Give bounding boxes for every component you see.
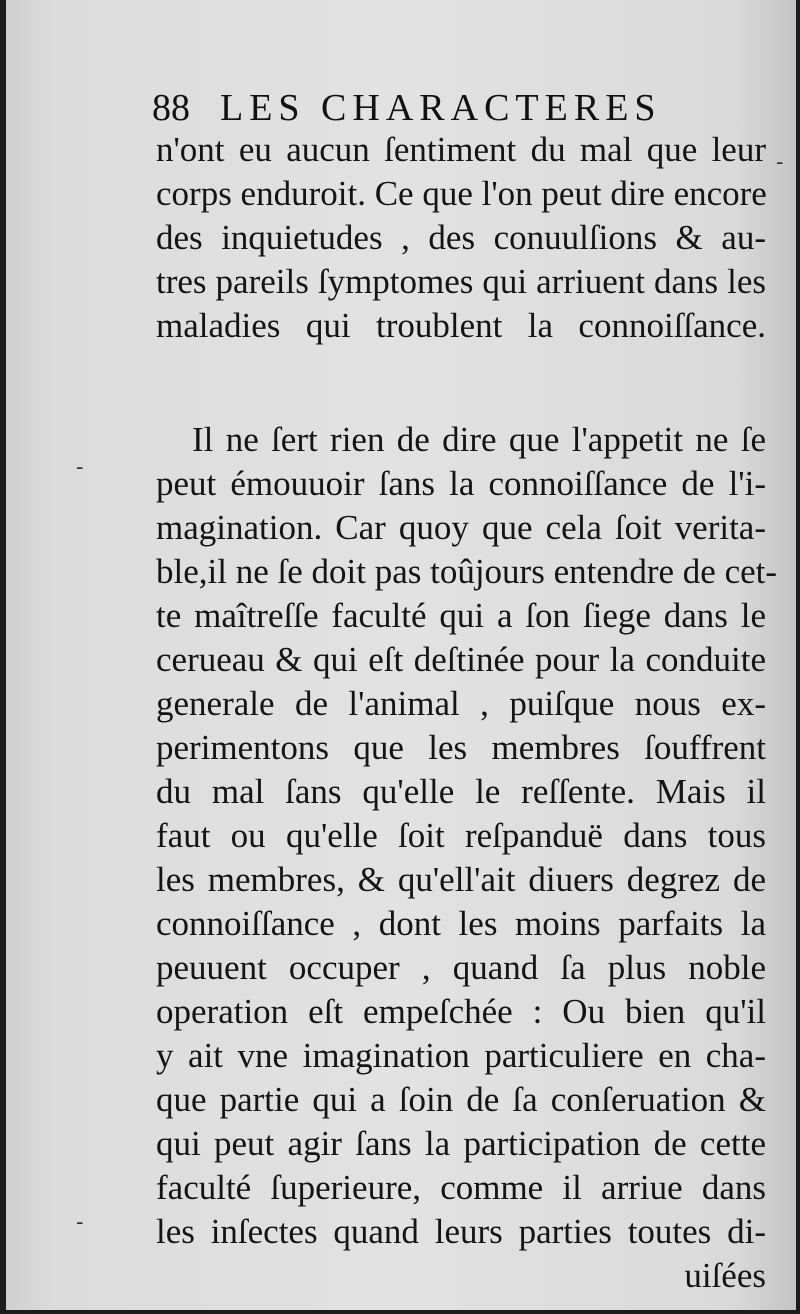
text-line: des inquietudes , des conuulſions & au- bbox=[156, 218, 766, 257]
margin-dash: - bbox=[76, 455, 84, 480]
text-line: faculté ſuperieure, comme il arriue dans bbox=[156, 1168, 766, 1207]
running-title: LES CHARACTERES bbox=[220, 87, 662, 129]
text-line: ble,il ne ſe doit pas toûjours entendre de cet- bbox=[156, 552, 778, 591]
text-line: corps enduroit. Ce que l'on peut dire encore bbox=[156, 174, 767, 213]
text-line: tres pareils ſymptomes qui arriuent dans les bbox=[156, 262, 766, 301]
margin-dash: - bbox=[76, 1210, 84, 1235]
text-line: faut ou qu'elle ſoit reſpanduë dans tous bbox=[156, 816, 766, 855]
text-line: y ait vne imagination particuliere en cha- bbox=[156, 1036, 766, 1075]
text-line: peuuent occuper , quand ſa plus noble bbox=[156, 948, 766, 987]
text-line: les inſectes quand leurs parties toutes di- bbox=[156, 1212, 766, 1251]
text-line: maladies qui troublent la connoiſſance. bbox=[156, 306, 766, 345]
page-number: 88 bbox=[152, 87, 190, 129]
text-line: n'ont eu aucun ſentiment du mal que leur bbox=[156, 130, 766, 169]
text-line: magination. Car quoy que cela ſoit verita- bbox=[156, 508, 766, 547]
text-line: connoiſſance , dont les moins parfaits la bbox=[156, 904, 766, 943]
text-line: generale de l'animal , puiſque nous ex- bbox=[156, 684, 766, 723]
text-line: du mal ſans qu'elle le reſſente. Mais il bbox=[156, 772, 766, 811]
text-line: les membres, & qu'ell'ait diuers degrez de bbox=[156, 860, 766, 899]
margin-dash: - bbox=[776, 150, 784, 175]
text-line: peut émouuoir ſans la connoiſſance de l'i- bbox=[156, 464, 766, 503]
body-text bbox=[156, 128, 778, 1298]
text-line: te maîtreſſe faculté qui a ſon ſiege dans le bbox=[156, 596, 766, 635]
text-line: que partie qui a ſoin de ſa conſeruation & bbox=[156, 1080, 766, 1119]
text-line: operation eſt empeſchée : Ou bien qu'il bbox=[156, 992, 766, 1031]
book-page bbox=[6, 0, 796, 1310]
catchword: uiſées bbox=[684, 1256, 766, 1295]
text-line: qui peut agir ſans la participation de cette bbox=[156, 1124, 766, 1163]
text-line: cerueau & qui eſt deſtinée pour la conduite bbox=[156, 640, 766, 679]
paragraph-gap bbox=[156, 348, 766, 418]
text-line: Il ne ſert rien de dire que l'appetit ne ſe bbox=[192, 420, 766, 459]
text-line: perimentons que les membres ſouffrent bbox=[156, 728, 766, 767]
